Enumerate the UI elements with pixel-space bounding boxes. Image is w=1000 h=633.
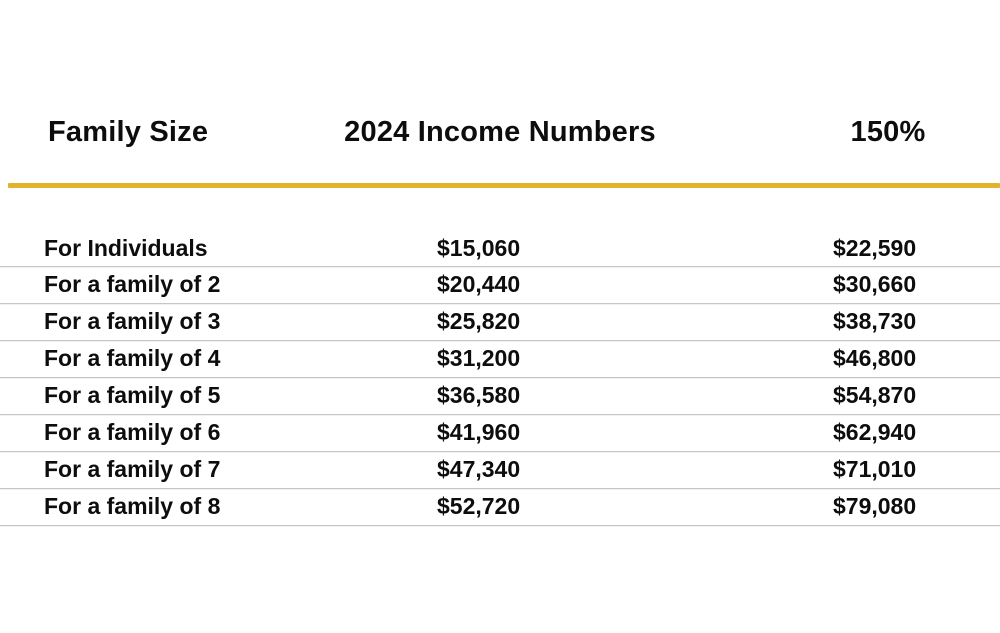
table-body: [0, 188, 1000, 526]
row-label: For a family of 7: [44, 456, 221, 483]
income-value: $41,960: [437, 419, 521, 446]
table-row: [0, 452, 1000, 489]
header-150-percent: 150%: [850, 116, 926, 148]
row-label: For a family of 8: [44, 493, 221, 520]
pct150-value: $30,660: [833, 271, 917, 298]
table-row: [0, 341, 1000, 378]
row-label: For a family of 3: [44, 308, 221, 335]
table-row: [0, 188, 1000, 267]
income-value: $36,580: [437, 382, 521, 409]
pct150-value: $54,870: [833, 382, 917, 409]
income-value: $31,200: [437, 345, 521, 372]
income-value: $52,720: [437, 493, 521, 520]
row-label: For a family of 4: [44, 345, 221, 372]
pct150-value: $62,940: [833, 419, 917, 446]
header-income-numbers: 2024 Income Numbers: [344, 116, 656, 148]
row-label: For a family of 2: [44, 271, 221, 298]
pct150-value: $22,590: [833, 234, 917, 261]
income-value: $15,060: [437, 234, 521, 261]
row-label: For Individuals: [44, 234, 208, 261]
table-row: [0, 415, 1000, 452]
table-row: [0, 489, 1000, 526]
income-value: $25,820: [437, 308, 521, 335]
row-label: For a family of 5: [44, 382, 221, 409]
row-label: For a family of 6: [44, 419, 221, 446]
income-value: $47,340: [437, 456, 521, 483]
table-header-row: [0, 0, 1000, 152]
header-family-size: Family Size: [48, 116, 209, 148]
pct150-value: $79,080: [833, 493, 917, 520]
pct150-value: $71,010: [833, 456, 917, 483]
table-row: [0, 267, 1000, 304]
table-row: [0, 378, 1000, 415]
pct150-value: $46,800: [833, 345, 917, 372]
table-row: [0, 304, 1000, 341]
pct150-value: $38,730: [833, 308, 917, 335]
income-value: $20,440: [437, 271, 521, 298]
